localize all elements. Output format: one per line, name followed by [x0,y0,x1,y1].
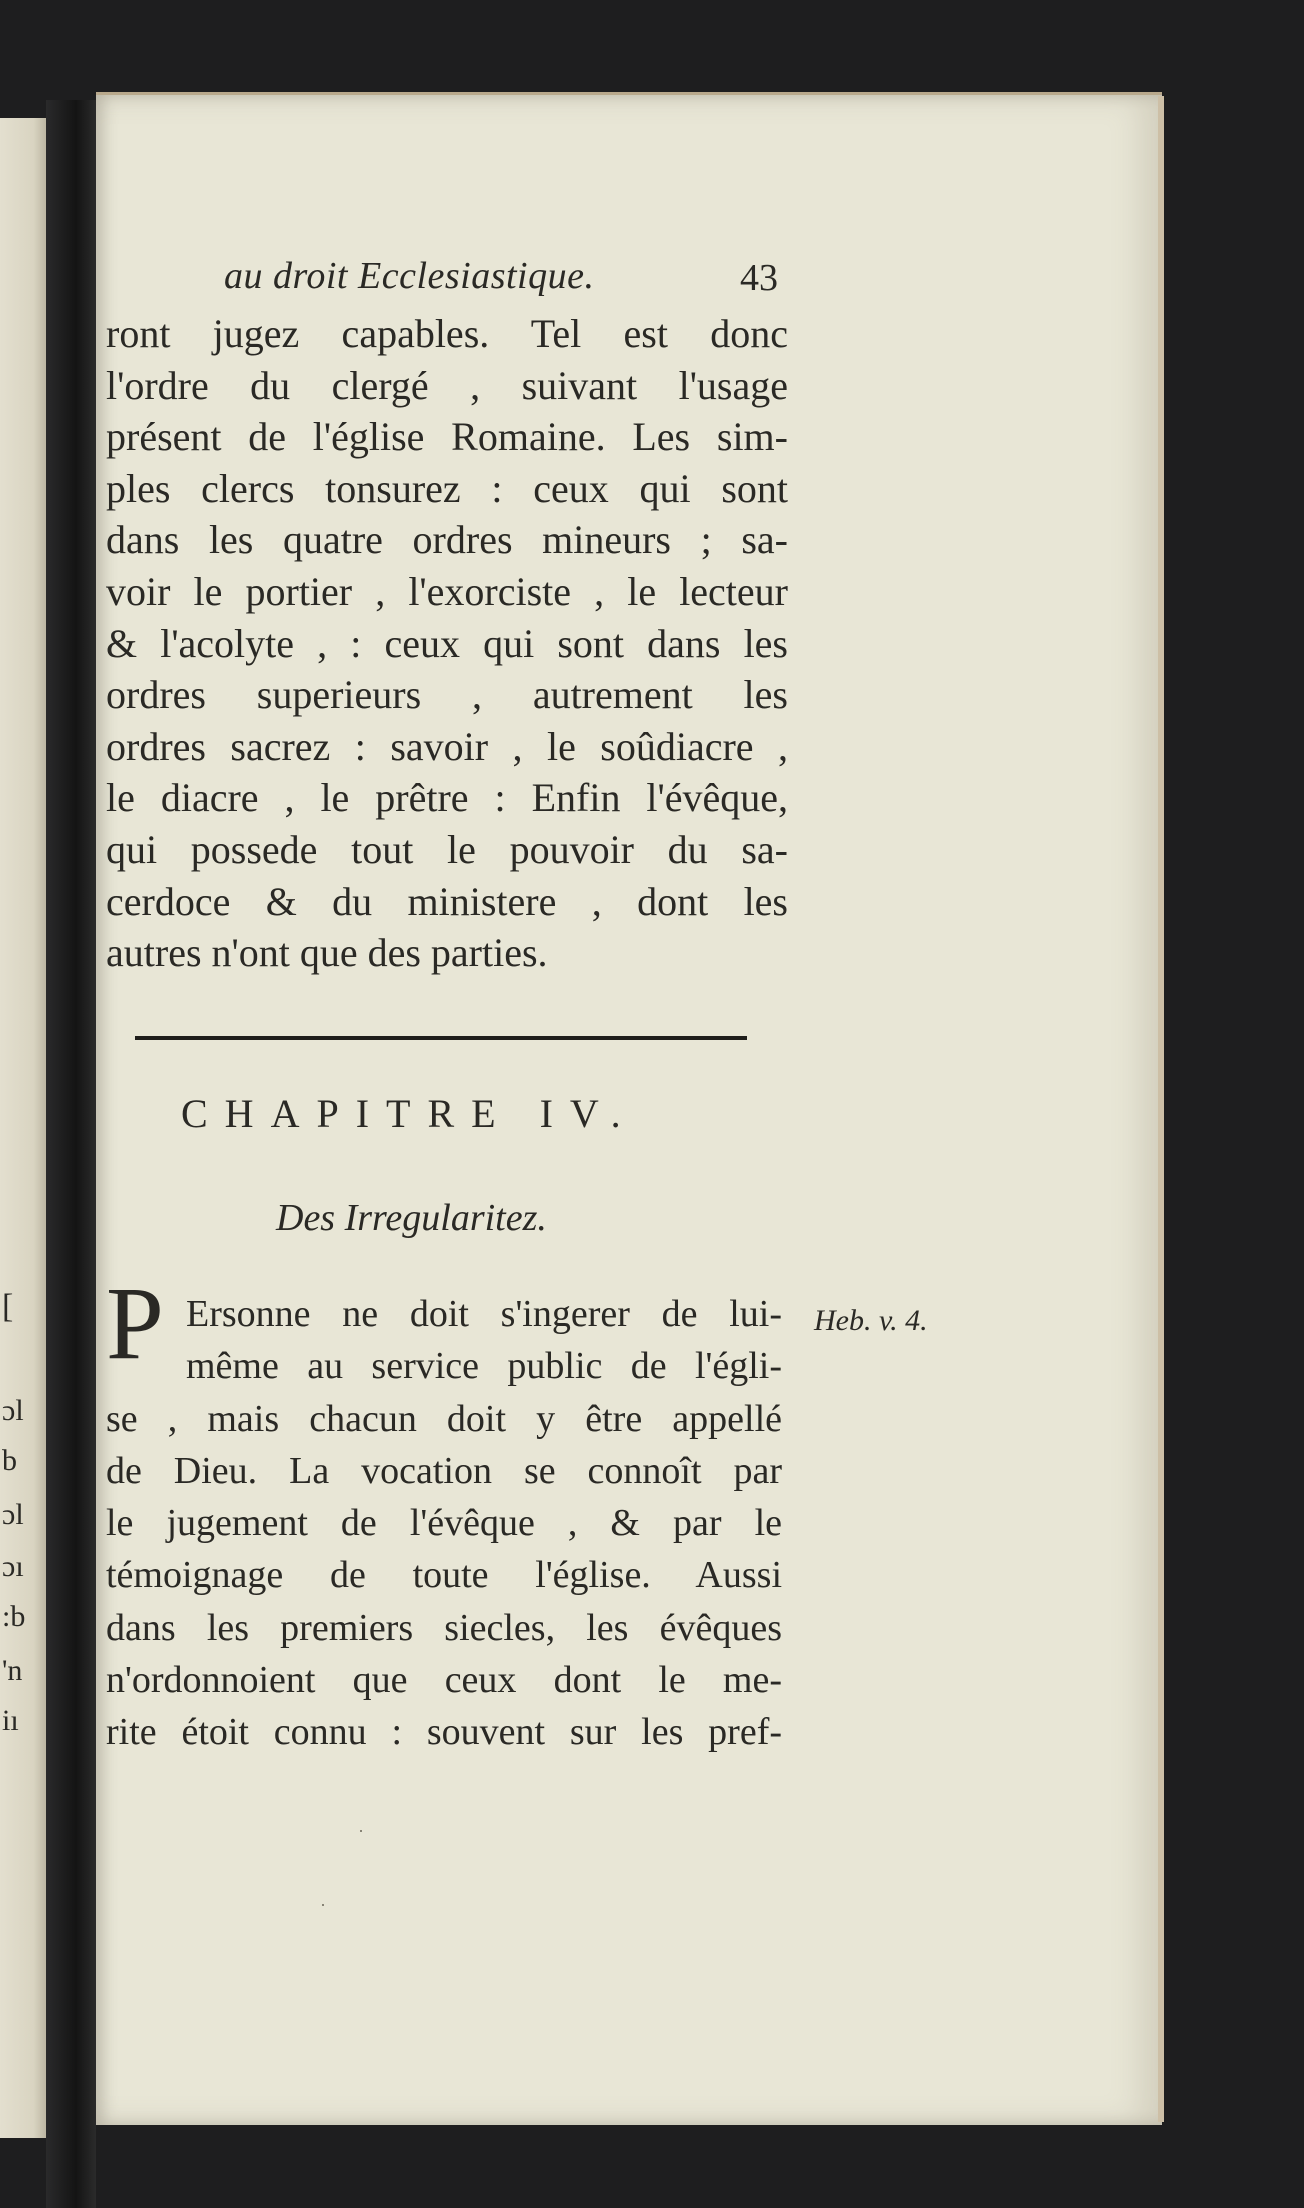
text-line: qui possede tout le pouvoir du sa- [106,826,788,872]
running-head: au droit Ecclesiastique. [224,255,595,297]
text-line: autres n'ont que des parties. [106,930,548,976]
left-page-fragment: iı [2,1704,19,1737]
drop-cap: P [106,1266,164,1381]
book-gutter [46,100,96,2208]
text-line: se , mais chacun doit y être appellé [106,1397,782,1440]
text-line: ront jugez capables. Tel est donc [106,311,788,356]
text-line: voir le portier , l'exorciste , le lecteur [106,568,788,614]
text-line: cerdoce & du ministere , dont les [106,878,788,924]
left-page-fragment: ɔl [2,1498,24,1531]
text-line: de Dieu. La vocation se connoît par [106,1449,782,1492]
paper-speck [322,1904,324,1906]
text-line: ordres sacrez : savoir , le soûdiacre , [106,723,788,769]
chapter-heading: CHAPITRE IV. [181,1091,638,1136]
page-number: 43 [740,257,778,299]
text-line: & l'acolyte , : ceux qui sont dans les [106,620,788,666]
previous-page-edge [0,118,48,2138]
text-line: le diacre , le prêtre : Enfin l'évêque, [106,775,788,821]
section-rule [135,1036,747,1040]
text-line: ordres superieurs , autrement les [106,672,788,718]
left-page-fragment: :b [2,1600,26,1633]
paper-speck [360,1830,362,1832]
left-page-fragment: ɔl [2,1394,24,1427]
text-line: présent de l'église Romaine. Les sim- [106,414,788,460]
text-line: même au service public de l'égli- [186,1345,782,1388]
page-fore-edge [1158,96,1164,2122]
paragraph-1 [106,308,788,979]
text-line: ples clercs tonsurez : ceux qui sont [106,465,788,511]
left-page-fragment: [ [2,1288,14,1325]
left-page-fragment: b [2,1444,17,1477]
text-line: dans les quatre ordres mineurs ; sa- [106,517,788,563]
text-line: n'ordonnoient que ceux dont le me- [106,1659,782,1702]
text-line: le jugement de l'évêque , & par le [106,1502,782,1545]
margin-note: Heb. v. 4. [814,1304,928,1337]
text-line: rite étoit connu : souvent sur les pref- [106,1711,782,1754]
chapter-subtitle: Des Irregularitez. [276,1197,547,1239]
text-line: témoignage de toute l'église. Aussi [106,1554,782,1597]
text-line: Ersonne ne doit s'ingerer de lui- [186,1293,782,1335]
left-page-fragment: 'n [2,1654,23,1687]
text-line: l'ordre du clergé , suivant l'usage [106,362,788,408]
text-line: dans les premiers siecles, les évêques [106,1606,782,1649]
paragraph-2 [106,1288,782,1759]
left-page-fragment: ɔı [2,1550,24,1583]
